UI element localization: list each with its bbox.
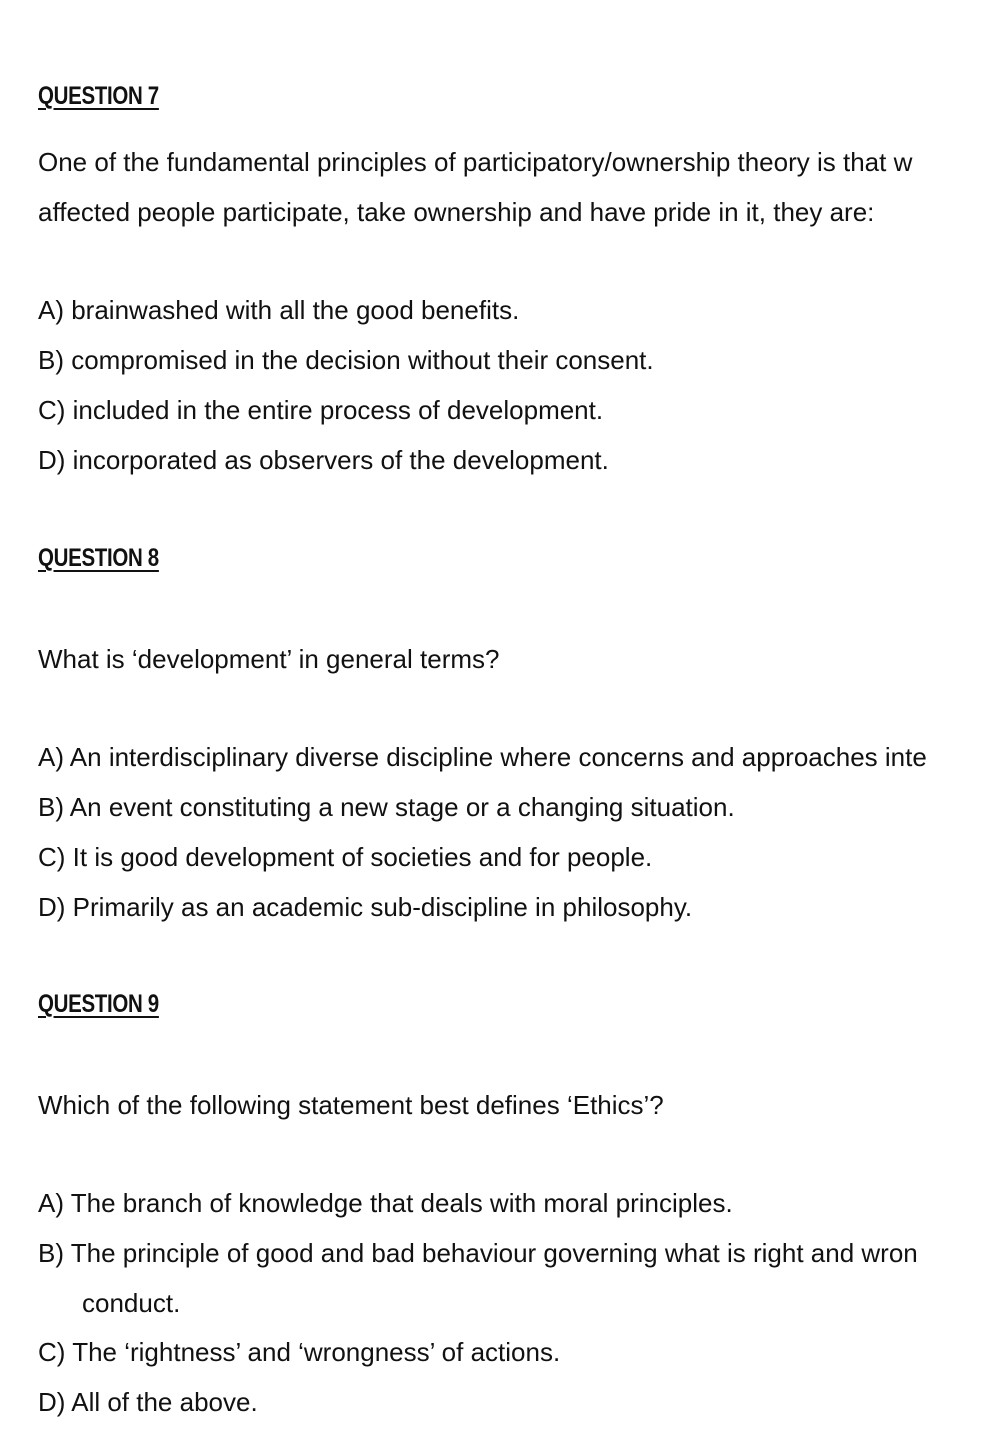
question-8-stem-line-1: What is ‘development’ in general terms? <box>38 644 500 674</box>
question-7-option-a: A) brainwashed with all the good benefits. <box>38 295 520 325</box>
question-9-stem-line-1: Which of the following statement best defines ‘Ethics’? <box>38 1090 664 1120</box>
question-7-stem-line-2: affected people participate, take ownership and have pride in it, they are: <box>38 197 875 227</box>
question-9-option-c: C) The ‘rightness’ and ‘wrongness’ of actions. <box>38 1337 561 1367</box>
question-7-option-d: D) incorporated as observers of the development. <box>38 445 609 475</box>
question-8-option-a: A) An interdisciplinary diverse discipline where concerns and approaches inte <box>38 742 927 772</box>
question-8-heading: QUESTION 8 <box>38 544 159 572</box>
question-9-option-b-continuation: conduct. <box>82 1288 181 1318</box>
question-9-heading: QUESTION 9 <box>38 990 159 1018</box>
question-7-option-b: B) compromised in the decision without their consent. <box>38 345 654 375</box>
question-7-heading: QUESTION 7 <box>38 82 159 110</box>
question-8-option-b: B) An event constituting a new stage or a changing situation. <box>38 792 735 822</box>
question-8-option-d: D) Primarily as an academic sub-discipline in philosophy. <box>38 892 693 922</box>
question-9-option-b: B) The principle of good and bad behaviour governing what is right and wron <box>38 1238 918 1268</box>
question-7-option-c: C) included in the entire process of development. <box>38 395 604 425</box>
question-7-stem-line-1: One of the fundamental principles of participatory/ownership theory is that w <box>38 147 913 177</box>
question-9-option-a: A) The branch of knowledge that deals with moral principles. <box>38 1188 733 1218</box>
question-9-option-d: D) All of the above. <box>38 1387 258 1417</box>
question-8-option-c: C) It is good development of societies and for people. <box>38 842 653 872</box>
